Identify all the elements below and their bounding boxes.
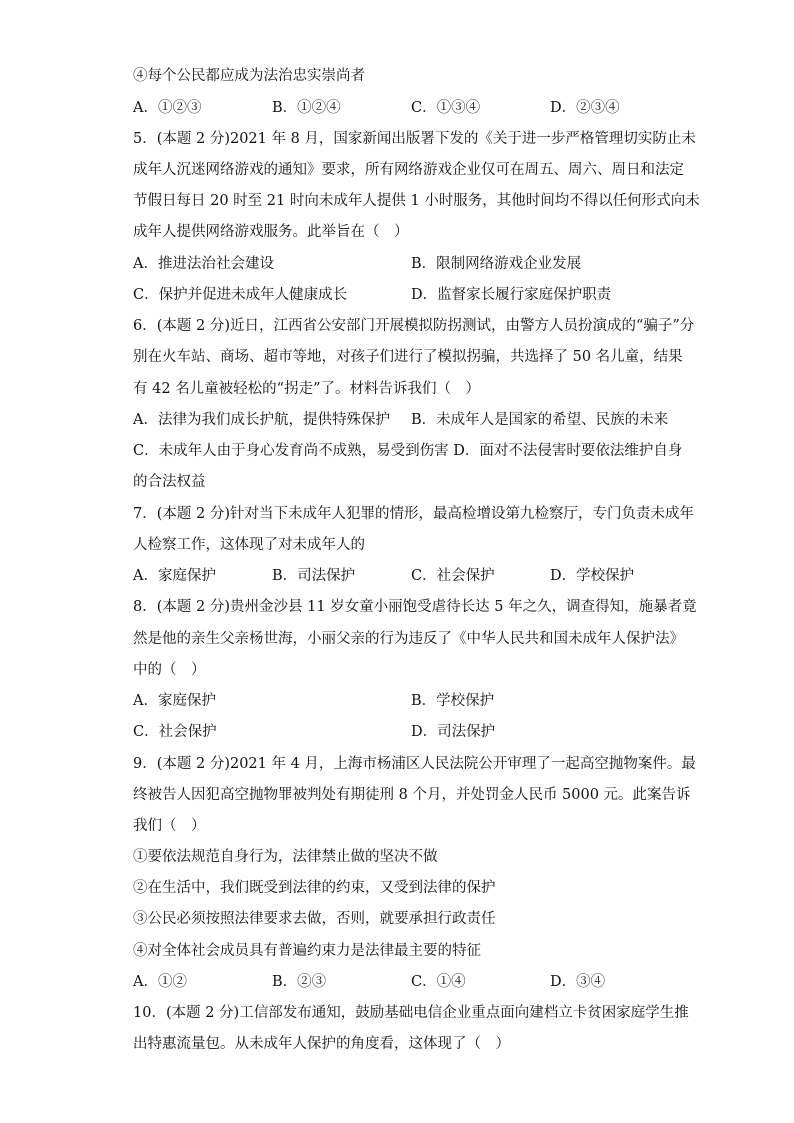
q9-stem-line: 我们（ ） — [133, 818, 206, 834]
q4-option-a: A．①②③ — [133, 100, 202, 116]
q5-option-b: B．限制网络游戏企业发展 — [411, 256, 582, 272]
q4-option-d: D．②③④ — [550, 100, 620, 116]
q7-option-d: D．学校保护 — [550, 568, 635, 584]
q5-option-a: A．推进法治社会建设 — [133, 256, 274, 272]
q9-option-b: B．②③ — [272, 974, 327, 990]
q6-option-a: A．法律为我们成长护航，提供特殊保护 — [133, 412, 390, 428]
q6-option-d-cont: 的合法权益 — [133, 474, 206, 490]
q9-statement-4: ④对全体社会成员具有普遍约束力是法律最主要的特征 — [133, 943, 481, 959]
q7-option-b: B．司法保护 — [272, 568, 356, 584]
q9-statement-2: ②在生活中，我们既受到法律的约束，又受到法律的保护 — [133, 880, 496, 896]
q9-statement-1: ①要依法规范自身行为，法律禁止做的坚决不做 — [133, 849, 438, 865]
q8-option-c: C．社会保护 — [133, 724, 217, 740]
q8-option-a: A．家庭保护 — [133, 693, 216, 709]
q8-stem-line: 8．(本题 2 分)贵州金沙县 11 岁女童小丽饱受虐待长达 5 年之久，调查得知，施暴者竟 — [133, 599, 697, 615]
q9-option-d: D．③④ — [550, 974, 606, 990]
q5-stem-line: 节假日每日 20 时至 21 时向未成年人提供 1 小时服务，其他时间均不得以任何形式向未 — [133, 193, 700, 209]
q10-stem-line: 出特惠流量包。从未成年人保护的角度看，这体现了（ ） — [133, 1036, 510, 1052]
q9-statement-3: ③公民必须按照法律要求去做，否则，就要承担行政责任 — [133, 911, 496, 927]
q8-option-d: D．司法保护 — [411, 724, 496, 740]
q7-stem-line: 7．(本题 2 分)针对当下未成年人犯罪的情形，最高检增设第九检察厅，专门负责未成年 — [133, 506, 694, 522]
q8-option-b: B．学校保护 — [411, 693, 495, 709]
q5-stem-line: 成年人沉迷网络游戏的通知》要求，所有网络游戏企业仅可在周五、周六、周日和法定 — [133, 162, 684, 178]
q6-option-b: B．未成年人是国家的希望、民族的未来 — [411, 412, 669, 428]
q4-statement-4: ④每个公民都应成为法治忠实崇尚者 — [133, 68, 365, 84]
q8-stem-line: 中的（ ） — [133, 662, 206, 678]
q9-stem-line: 9．(本题 2 分)2021 年 4 月，上海市杨浦区人民法院公开审理了一起高空抛物案件。最 — [133, 756, 696, 772]
q6-option-cd: C．未成年人由于身心发育尚不成熟，易受到伤害 D．面对不法侵害时要依法维护自身 — [133, 443, 683, 459]
q9-option-a: A．①② — [133, 974, 187, 990]
q5-option-d: D．监督家长履行家庭保护职责 — [411, 287, 612, 303]
q6-stem-line: 有 42 名儿童被轻松的“拐走”了。材料告诉我们（ ） — [133, 381, 480, 397]
q7-stem-line: 人检察工作，这体现了对未成年人的 — [133, 537, 365, 553]
q4-option-b: B．①②④ — [272, 100, 341, 116]
q9-stem-line: 终被告人因犯高空抛物罪被判处有期徒刑 8 个月，并处罚金人民币 5000 元。此案告诉 — [133, 787, 691, 803]
q5-option-c: C．保护并促进未成年人健康成长 — [133, 287, 348, 303]
q8-stem-line: 然是他的亲生父亲杨世海，小丽父亲的行为违反了《中华人民共和国未成年人保护法》 — [133, 631, 684, 647]
q7-option-a: A．家庭保护 — [133, 568, 216, 584]
q5-stem-line: 成年人提供网络游戏服务。此举旨在（ ） — [133, 224, 409, 240]
q4-option-c: C．①③④ — [411, 100, 481, 116]
q9-option-c: C．①④ — [411, 974, 466, 990]
q10-stem-line: 10．(本题 2 分)工信部发布通知，鼓励基础电信企业重点面向建档立卡贫困家庭学生推 — [133, 1005, 689, 1021]
q7-option-c: C．社会保护 — [411, 568, 495, 584]
q6-stem-line: 6．(本题 2 分)近日，江西省公安部门开展模拟防拐测试，由警方人员扮演成的“骗子”分 — [133, 318, 695, 334]
q6-stem-line: 别在火车站、商场、超市等地，对孩子们进行了模拟拐骗，共选择了 50 名儿童，结果 — [133, 349, 683, 365]
q5-stem-line: 5．(本题 2 分)2021 年 8 月，国家新闻出版署下发的《关于进一步严格管理切实防止未 — [133, 131, 696, 147]
